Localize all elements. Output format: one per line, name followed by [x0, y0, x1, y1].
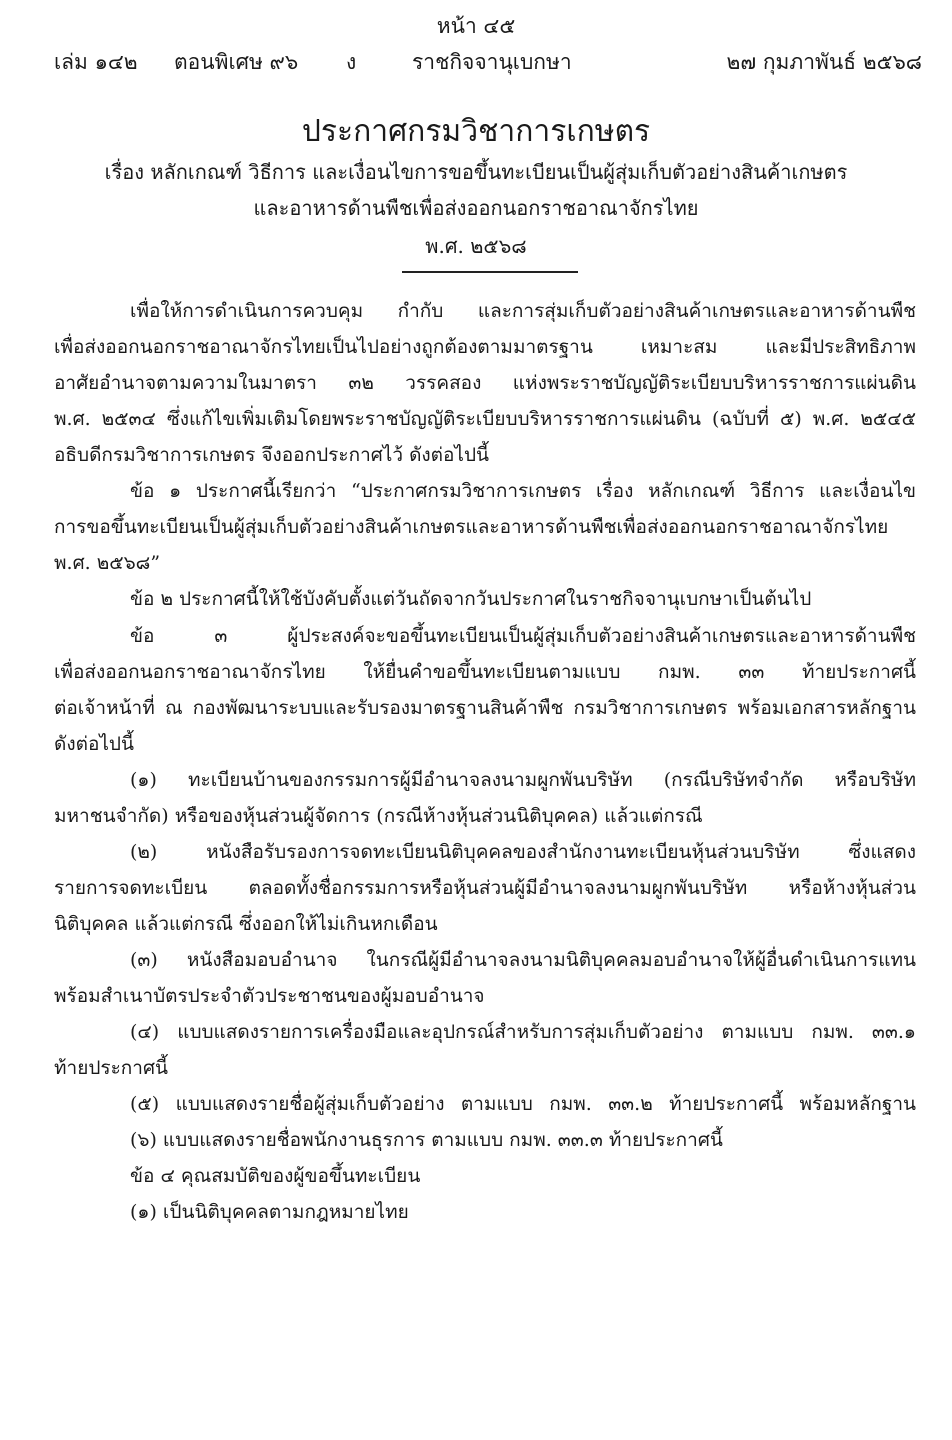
body-line: เพื่อให้การดำเนินการควบคุม กำกับ และการสุ่มเก็บตัวอย่างสินค้าเกษตรและอาหารด้านพืช	[130, 300, 916, 322]
body-line: เพื่อส่งออกนอกราชอาณาจักรไทย ให้ยื่นคำขอขึ้นทะเบียนตามแบบ กมพ. ๓๓ ท้ายประกาศนี้	[54, 661, 916, 683]
section: ง	[346, 50, 357, 74]
page-number: หน้า ๔๕	[436, 14, 516, 38]
body-line: (๒) หนังสือรับรองการจดทะเบียนนิติบุคคลของสำนักงานทะเบียนหุ้นส่วนบริษัท ซึ่งแสดง	[130, 841, 916, 863]
publication-name: ราชกิจจานุเบกษา	[412, 50, 572, 74]
body-line: ดังต่อไปนี้	[54, 733, 134, 755]
body-line: รายการจดทะเบียน ตลอดทั้งชื่อกรรมการหรือหุ้นส่วนผู้มีอำนาจลงนามผูกพันบริษัท หรือห้างหุ้นส่วน	[54, 877, 916, 899]
volume: เล่ม ๑๔๒	[54, 50, 138, 74]
subject-line-1: เรื่อง หลักเกณฑ์ วิธีการ และเงื่อนไขการขอขึ้นทะเบียนเป็นผู้สุ่มเก็บตัวอย่างสินค้าเกษตร	[104, 160, 848, 184]
body-line: อธิบดีกรมวิชาการเกษตร จึงออกประกาศไว้ ดังต่อไปนี้	[54, 444, 490, 466]
body-line: พ.ศ. ๒๕๖๘”	[54, 552, 161, 574]
title-divider	[402, 271, 578, 273]
announcement-title: ประกาศกรมวิชาการเกษตร	[301, 114, 651, 149]
body-line: (๑) เป็นนิติบุคคลตามกฎหมายไทย	[130, 1201, 409, 1223]
body-line: (๔) แบบแสดงรายการเครื่องมือและอุปกรณ์สำหรับการสุ่มเก็บตัวอย่าง ตามแบบ กมพ. ๓๓.๑	[130, 1021, 916, 1043]
body-line: ข้อ ๒ ประกาศนี้ให้ใช้บังคับตั้งแต่วันถัดจากวันประกาศในราชกิจจานุเบกษาเป็นต้นไป	[130, 588, 812, 610]
body-line: อาศัยอำนาจตามความในมาตรา ๓๒ วรรคสอง แห่งพระราชบัญญัติระเบียบบริหารราชการแผ่นดิน	[54, 372, 916, 394]
body-line: การขอขึ้นทะเบียนเป็นผู้สุ่มเก็บตัวอย่างสินค้าเกษตรและอาหารด้านพืชเพื่อส่งออกนอกราชอาณาจักรไทย	[54, 516, 889, 538]
body-line: ข้อ ๔ คุณสมบัติของผู้ขอขึ้นทะเบียน	[130, 1165, 421, 1187]
body-line: ข้อ ๓ ผู้ประสงค์จะขอขึ้นทะเบียนเป็นผู้สุ่มเก็บตัวอย่างสินค้าเกษตรและอาหารด้านพืช	[130, 625, 916, 647]
issue: ตอนพิเศษ ๙๖	[174, 50, 299, 74]
publication-date: ๒๗ กุมภาพันธ์ ๒๕๖๘	[726, 50, 922, 74]
body-line: ต่อเจ้าหน้าที่ ณ กองพัฒนาระบบและรับรองมาตรฐานสินค้าพืช กรมวิชาการเกษตร พร้อมเอกสารหลักฐาน	[54, 697, 916, 719]
subject-line-2: และอาหารด้านพืชเพื่อส่งออกนอกราชอาณาจักรไทย	[253, 196, 699, 220]
body-line: พ.ศ. ๒๕๓๔ ซึ่งแก้ไขเพิ่มเติมโดยพระราชบัญญัติระเบียบบริหารราชการแผ่นดิน (ฉบับที่ ๕) พ.ศ. ๒๕๔๕	[54, 408, 916, 430]
body-line: เพื่อส่งออกนอกราชอาณาจักรไทยเป็นไปอย่างถูกต้องตามมาตรฐาน เหมาะสม และมีประสิทธิภาพ	[54, 336, 916, 358]
body-line: นิติบุคคล แล้วแต่กรณี ซึ่งออกให้ไม่เกินหกเดือน	[54, 913, 438, 935]
body-line: มหาชนจำกัด) หรือของหุ้นส่วนผู้จัดการ (กรณีห้างหุ้นส่วนนิติบุคคล) แล้วแต่กรณี	[54, 805, 703, 827]
body-line: พร้อมสำเนาบัตรประจำตัวประชาชนของผู้มอบอำนาจ	[54, 985, 485, 1007]
body-line: (๕) แบบแสดงรายชื่อผู้สุ่มเก็บตัวอย่าง ตามแบบ กมพ. ๓๓.๒ ท้ายประกาศนี้ พร้อมหลักฐาน	[130, 1093, 916, 1115]
announcement-year: พ.ศ. ๒๕๖๘	[425, 234, 527, 258]
body-line: (๓) หนังสือมอบอำนาจ ในกรณีผู้มีอำนาจลงนามนิติบุคคลมอบอำนาจให้ผู้อื่นดำเนินการแทน	[130, 949, 916, 971]
body-line: (๖) แบบแสดงรายชื่อพนักงานธุรการ ตามแบบ กมพ. ๓๓.๓ ท้ายประกาศนี้	[130, 1129, 723, 1151]
body-line: (๑) ทะเบียนบ้านของกรรมการผู้มีอำนาจลงนามผูกพันบริษัท (กรณีบริษัทจำกัด หรือบริษัท	[130, 769, 916, 791]
body-line: ท้ายประกาศนี้	[54, 1057, 169, 1079]
body-line: ข้อ ๑ ประกาศนี้เรียกว่า “ประกาศกรมวิชาการเกษตร เรื่อง หลักเกณฑ์ วิธีการ และเงื่อนไข	[130, 480, 916, 502]
